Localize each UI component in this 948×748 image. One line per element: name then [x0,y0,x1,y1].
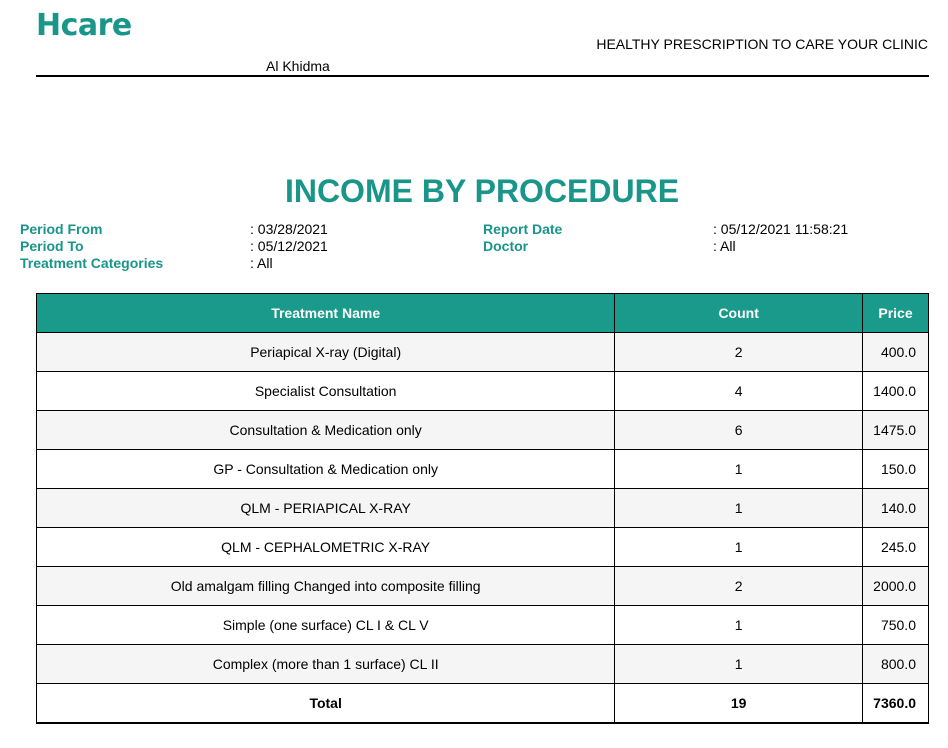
price-cell: 400.0 [863,333,929,372]
procedure-table [36,293,929,724]
meta-right-labels [483,221,562,255]
table-row [37,450,929,489]
count-cell: 4 [615,372,863,411]
header-divider [36,75,929,77]
period-from-label: Period From [20,221,103,237]
price-cell: 1400.0 [863,372,929,411]
count-cell: 1 [615,606,863,645]
price-cell: 150.0 [863,450,929,489]
treatment-name-cell: QLM - PERIAPICAL X-RAY [37,489,615,528]
table-row [37,489,929,528]
report-date-label: Report Date [483,221,563,237]
table-row [37,528,929,567]
treatment-name-cell: GP - Consultation & Medication only [37,450,615,489]
period-to-label: Period To [20,238,84,254]
doctor-label: Doctor [483,238,529,254]
treatment-categories-value: : All [250,255,273,271]
table-row [37,567,929,606]
count-cell: 1 [615,528,863,567]
total-count: 19 [615,684,863,724]
price-cell: 2000.0 [863,567,929,606]
count-cell: 2 [615,567,863,606]
period-from-value: : 03/28/2021 [250,221,328,237]
table-header-row [37,294,929,333]
treatment-name-cell: Specialist Consultation [37,372,615,411]
meta-left-labels [20,221,163,272]
column-header-treatment-name: Treatment Name [37,294,615,333]
treatment-name-cell: Consultation & Medication only [37,411,615,450]
treatment-name-cell: Old amalgam filling Changed into composite filling [37,567,615,606]
count-cell: 2 [615,333,863,372]
count-cell: 1 [615,645,863,684]
column-header-price: Price [863,294,929,333]
report-title: INCOME BY PROCEDURE [284,173,680,209]
table-row [37,333,929,372]
price-cell: 1475.0 [863,411,929,450]
count-cell: 6 [615,411,863,450]
column-header-count: Count [615,294,863,333]
price-cell: 140.0 [863,489,929,528]
table-row [37,411,929,450]
report-date-value: : 05/12/2021 11:58:21 [713,221,849,237]
total-price: 7360.0 [863,684,929,724]
total-row [37,684,929,724]
price-cell: 800.0 [863,645,929,684]
treatment-name-cell: Simple (one surface) CL I & CL V [37,606,615,645]
period-to-value: : 05/12/2021 [250,238,328,254]
clinic-tagline: HEALTHY PRESCRIPTION TO CARE YOUR CLINIC [596,36,928,52]
treatment-name-cell: QLM - CEPHALOMETRIC X-RAY [37,528,615,567]
hcare-logo: Hcare [36,8,132,43]
table-row [37,645,929,684]
price-cell: 245.0 [863,528,929,567]
table-row [37,606,929,645]
meta-right-values [713,221,848,255]
treatment-name-cell: Complex (more than 1 surface) CL II [37,645,615,684]
price-cell: 750.0 [863,606,929,645]
count-cell: 1 [615,489,863,528]
meta-left-values [250,221,328,272]
count-cell: 1 [615,450,863,489]
clinic-name: Al Khidma [266,58,330,74]
treatment-categories-label: Treatment Categories [20,255,164,271]
treatment-name-cell: Periapical X-ray (Digital) [37,333,615,372]
table-row [37,372,929,411]
doctor-value: : All [713,238,736,254]
total-label: Total [37,684,615,724]
